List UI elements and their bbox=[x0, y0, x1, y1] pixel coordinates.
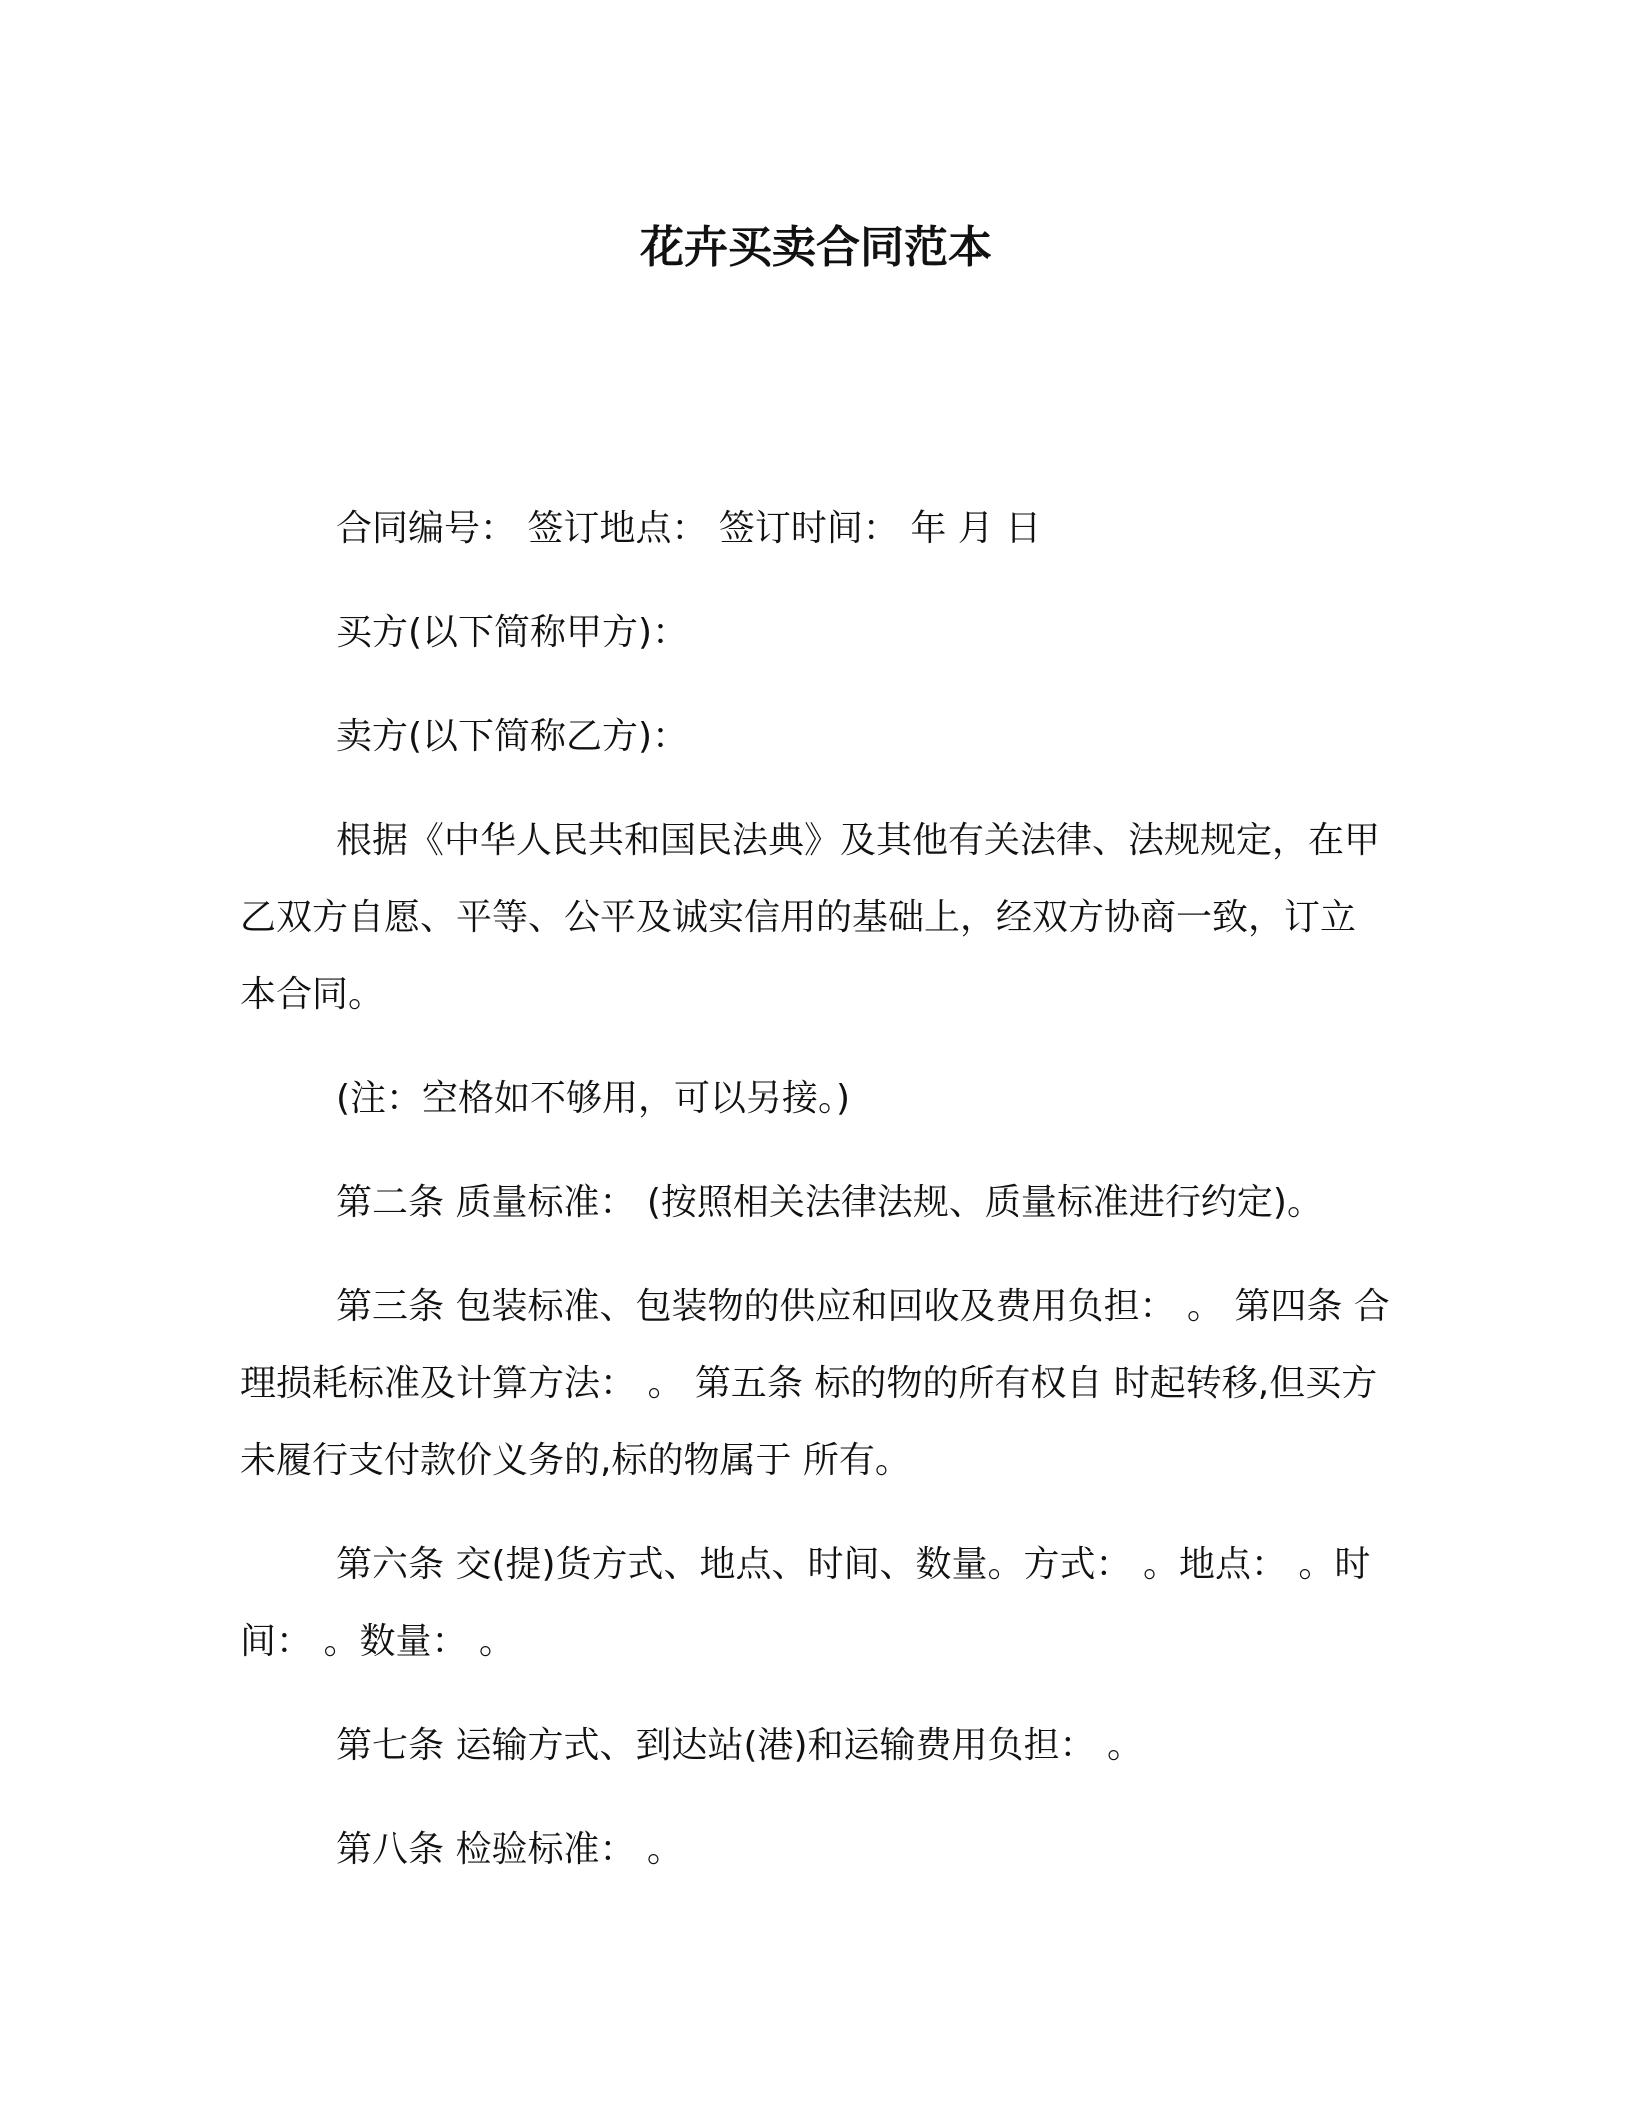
document-title: 花卉买卖合同范本 bbox=[640, 222, 992, 273]
document-body bbox=[240, 490, 1390, 1915]
article-3-5-paragraph: 第三条 包装标准、包装物的供应和回收及费用负担： 。 第四条 合理损耗标准及计算方法： 。 第五条 标的物的所有权自 时起转移,但买方未履行支付款价义务的,标的物属于 所有。 bbox=[240, 1286, 1390, 1481]
article-6-paragraph: 第六条 交(提)货方式、地点、时间、数量。方式： 。地点： 。时间： 。数量： 。 bbox=[240, 1544, 1371, 1662]
article-8-paragraph: 第八条 检验标准： 。 bbox=[336, 1829, 683, 1870]
buyer-line: 买方(以下简称甲方)： bbox=[336, 612, 689, 653]
article-2-paragraph: 第二条 质量标准： (按照相关法律法规、质量标准进行约定)。 bbox=[336, 1182, 1323, 1223]
preamble-paragraph: 根据《中华人民共和国民法典》及其他有关法律、法规规定，在甲乙双方自愿、平等、公平及诚实信用的基础上，经双方协商一致，订立本合同。 bbox=[240, 820, 1381, 1015]
note-paragraph: (注：空格如不够用，可以另接。) bbox=[336, 1078, 851, 1119]
article-7-paragraph: 第七条 运输方式、到达站(港)和运输费用负担： 。 bbox=[336, 1725, 1143, 1766]
contract-header-line: 合同编号： 签订地点： 签订时间： 年 月 日 bbox=[336, 508, 1042, 549]
seller-line: 卖方(以下简称乙方)： bbox=[336, 716, 689, 757]
